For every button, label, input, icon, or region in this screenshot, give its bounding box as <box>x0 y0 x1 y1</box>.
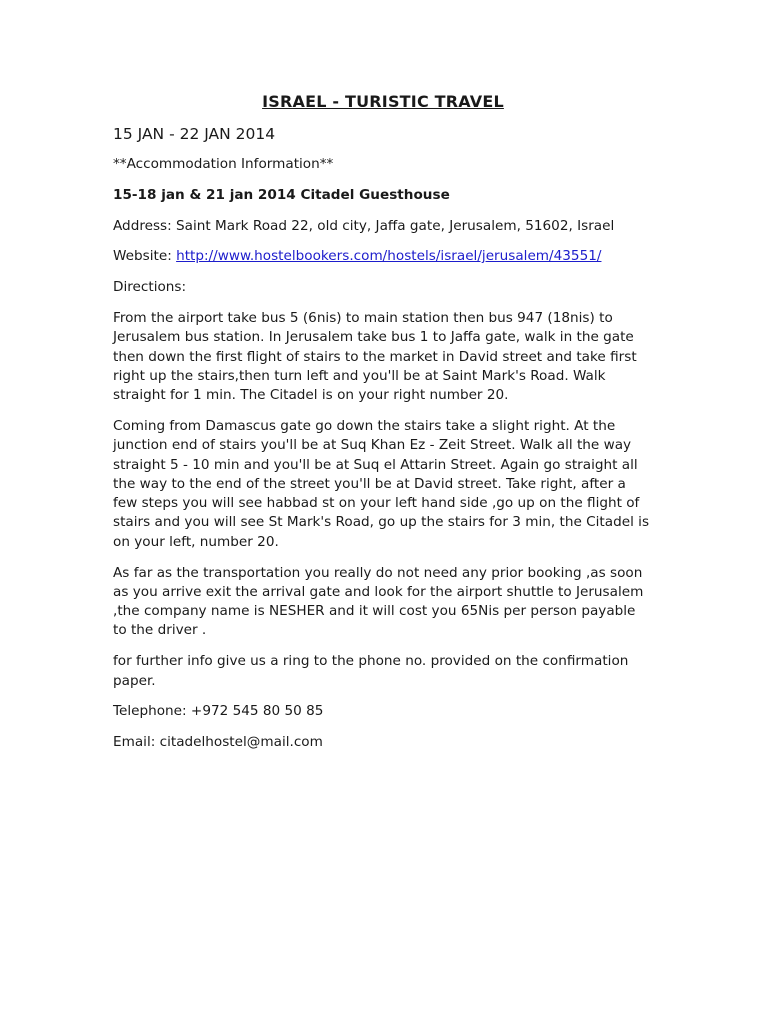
transport-paragraph: As far as the transportation you really do not need any prior booking ,as soon as you arrive exit the arrival gate and look for the airport shuttle to Jerusalem ,the company name is NESHER and it will cost you 65Nis per person payable to the driver . <box>113 564 644 639</box>
document-title: ISRAEL - TURISTIC TRAVEL <box>262 92 504 111</box>
website-link[interactable]: http://www.hostelbookers.com/hostels/israel/jerusalem/43551/ <box>176 248 602 265</box>
stay-line: 15-18 jan & 21 jan 2014 Citadel Guesthouse <box>113 186 450 203</box>
document-page <box>113 92 653 764</box>
further-info-paragraph: for further info give us a ring to the phone no. provided on the confirmation paper. <box>113 653 629 689</box>
website-label: Website: <box>113 248 177 265</box>
accommodation-heading: **Accommodation Information** <box>113 156 334 172</box>
telephone-line: Telephone: +972 545 80 50 85 <box>113 703 324 720</box>
address-line: Address: Saint Mark Road 22, old city, Jaffa gate, Jerusalem, 51602, Israel <box>113 217 615 234</box>
website-line <box>113 247 653 266</box>
directions-label: Directions: <box>113 279 187 296</box>
directions-damascus-paragraph: Coming from Damascus gate go down the stairs take a slight right. At the junction end of stairs you'll be at Suq Khan Ez - Zeit Street. Walk all the way straight 5 - 10 min and you'll be at Suq el Attarin Street. Again go straight all the way to the end of the street you'll be at David street. Take right, after a few steps you will see habbad st on your left hand side ,go up on the flight of stairs and you will see St Mark's Road, go up the stairs for 3 min, the Citadel is on your left, number 20. <box>113 417 650 550</box>
travel-dates: 15 JAN - 22 JAN 2014 <box>113 125 276 143</box>
directions-airport-paragraph: From the airport take bus 5 (6nis) to main station then bus 947 (18nis) to Jerusalem bus station. In Jerusalem take bus 1 to Jaffa gate, walk in the gate then down the first flight of stairs to the market in David street and take first right up the stairs,then turn left and you'll be at Saint Mark's Road. Walk straight for 1 min. The Citadel is on your right number 20. <box>113 309 637 404</box>
email-line: Email: citadelhostel@mail.com <box>113 734 323 751</box>
